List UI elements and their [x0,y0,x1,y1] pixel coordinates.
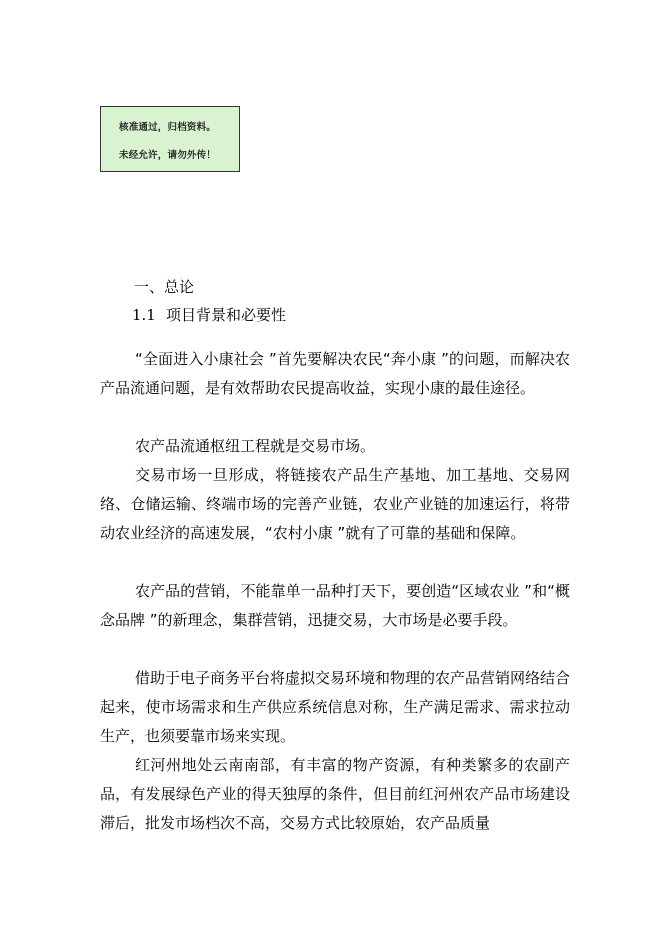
subsection-title: 项目背景和必要性 [166,306,287,324]
approval-stamp-box [100,106,240,172]
paragraph-xiaokang: “全面进入小康社会 ”首先要解决农民“奔小康 ”的问题，而解决农产品流通问题，是有效帮助农民提高收益，实现小康的最佳途径。 [100,350,570,397]
subsection-number: 1.1 [132,306,156,324]
paragraph-ecommerce: 借助于电子商务平台将虚拟交易环境和物理的农产品营销网络结合起来，使市场需求和生产供应系统信息对称，生产满足需求、需求拉动生产，也须要靠市场来实现。 [100,669,571,745]
paragraph-marketing: 农产品的营销，不能靠单一品种打天下，要创造“区域农业 ”和“概念品牌 ”的新理念，集群营销，迅捷交易，大市场是必要手段。 [100,582,570,629]
paragraph-honghe: 红河州地处云南南部，有丰富的物产资源，有种类繁多的农副产品，有发展绿色产业的得天独厚的条件，但目前红河州农产品市场建设滞后，批发市场档次不高，交易方式比较原始，农产品质量 [100,756,570,832]
paragraph-market-chain: 交易市场一旦形成，将链接农产品生产基地、加工基地、交易网络、仓储运输、终端市场的完善产业链，农业产业链的加速运行，将带动农业经济的高速发展，“农村小康 ”就有了可靠的基础和保障。 [100,466,570,542]
section-heading: 一、总论 [134,278,195,296]
subsection-heading [132,304,286,325]
stamp-line-approved: 核准通过，归档资料。 [119,122,217,133]
paragraph-hub-project: 农产品流通枢纽工程就是交易市场。 [135,437,376,455]
stamp-line-confidential: 未经允许，请勿外传！ [119,150,217,161]
